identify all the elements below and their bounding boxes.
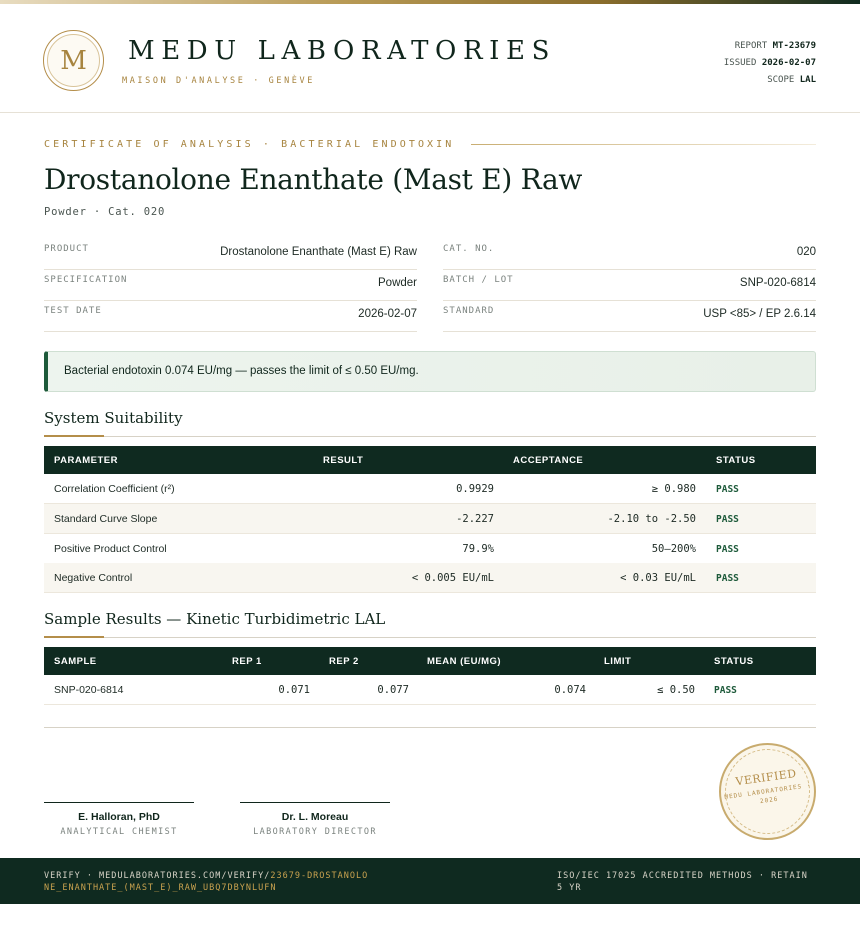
result-cell: -2.227 [456,513,494,525]
table-row [44,563,816,593]
field-label: SPECIFICATION [44,275,128,285]
result-summary: Bacterial endotoxin 0.074 EU/mg — passes the limit of ≤ 0.50 EU/mg. [64,365,419,377]
samples-title: Sample Results — Kinetic Turbidimetric LAL [44,610,386,628]
signatory-role: LABORATORY DIRECTOR [253,827,377,837]
sample-cell: SNP-020-6814 [54,684,124,696]
logo-seal [43,30,104,91]
table-row [44,504,816,534]
document-kicker: CERTIFICATE OF ANALYSIS · BACTERIAL ENDOTOXIN [44,139,455,150]
report-number: MT-23679 [772,41,816,51]
verify-prefix: VERIFY · MEDULABORATORIES.COM/VERIFY/ [44,871,271,881]
column-header: MEAN (EU/MG) [427,656,502,667]
status-badge: PASS [716,514,739,525]
field-cat-no [443,239,816,270]
acceptance-cell: ≥ 0.980 [651,483,696,495]
parameter-cell: Positive Product Control [54,543,167,555]
limit-cell: ≤ 0.50 [657,684,695,696]
column-header: STATUS [716,455,756,466]
signature-block [44,802,194,837]
report-meta [724,38,816,89]
scope-label: SCOPE [767,75,795,85]
lab-name: MEDU LABORATORIES [128,36,556,66]
field-test-date [44,301,417,332]
lab-tagline: MAISON D'ANALYSE · GENÈVE [122,76,315,86]
table-row [44,534,816,564]
signatory-role: ANALYTICAL CHEMIST [60,827,178,837]
parameter-cell: Correlation Coefficient (r²) [54,483,175,495]
field-label: STANDARD [443,306,495,316]
status-badge: PASS [716,484,739,495]
field-value: Powder [378,277,417,289]
rep2-cell: 0.077 [377,684,409,696]
field-label: CAT. NO. [443,244,495,254]
logo-monogram: M [60,45,87,76]
column-header: LIMIT [604,656,632,667]
report-label: REPORT [734,41,768,51]
samples-table-header [44,647,816,675]
field-standard [443,301,816,332]
field-value: 020 [796,246,816,258]
status-badge: PASS [716,573,739,584]
footer-bar [0,858,860,904]
field-batch-lot [443,270,816,301]
column-header: STATUS [714,656,754,667]
result-cell: 79.9% [462,543,494,555]
signature-block [240,802,390,837]
field-value: 2026-02-07 [358,308,417,320]
document-subtitle: Powder · Cat. 020 [44,206,166,218]
status-badge: PASS [716,544,739,555]
issued-date: 2026-02-07 [761,58,816,68]
kicker-rule [471,144,816,145]
scope-value: LAL [799,75,816,85]
document-title: Drostanolone Enanthate (Mast E) Raw [44,163,583,196]
accreditation-note: ISO/IEC 17025 ACCREDITED METHODS · RETAIN 5 YR [557,871,808,893]
column-header: REP 1 [232,656,262,667]
stamp-caption: MEDU LABORATORIES · 2026 [724,781,812,806]
table-row [44,474,816,504]
section-accent [44,435,104,437]
section-accent [44,636,104,638]
acceptance-cell: -2.10 to -2.50 [607,513,696,525]
result-cell: 0.9929 [456,483,494,495]
issued-label: ISSUED [723,58,757,68]
result-cell: < 0.005 EU/mL [411,572,494,584]
mean-cell: 0.074 [554,684,586,696]
column-header: ACCEPTANCE [513,455,584,466]
acceptance-cell: 50–200% [651,543,696,555]
column-header: RESULT [323,455,364,466]
acceptance-cell: < 0.03 EU/mL [620,572,696,584]
column-header: SAMPLE [54,656,97,667]
result-banner [44,351,816,392]
letterhead [0,4,860,113]
status-badge: PASS [714,685,737,696]
field-value: USP <85> / EP 2.6.14 [703,308,816,320]
stamp-label: VERIFIED [734,766,798,789]
field-specification [44,270,417,301]
field-value: SNP-020-6814 [739,277,816,289]
signatory-name: E. Halloran, PhD [78,811,160,823]
parameter-cell: Standard Curve Slope [54,513,158,525]
signature-divider [44,727,816,728]
verified-stamp [719,743,816,840]
verify-line [44,870,374,894]
field-label: TEST DATE [44,306,102,316]
field-label: BATCH / LOT [443,275,514,285]
parameter-cell: Negative Control [54,572,133,584]
table-row [44,675,816,705]
column-header: REP 2 [329,656,359,667]
suitability-title: System Suitability [44,409,183,427]
suitability-table-header [44,446,816,474]
field-label: PRODUCT [44,244,89,254]
field-value: Drostanolone Enanthate (Mast E) Raw [220,246,417,258]
section-rule [44,436,816,437]
verify-link[interactable]: 23679-DROSTANOLONE_ENANTHATE_(MAST_E)_RAW_UBQ7DBYNLUFN [44,871,369,893]
rep1-cell: 0.071 [278,684,310,696]
column-header: PARAMETER [54,455,118,466]
field-product [44,239,417,270]
section-rule [44,637,816,638]
signatory-name: Dr. L. Moreau [281,811,349,823]
